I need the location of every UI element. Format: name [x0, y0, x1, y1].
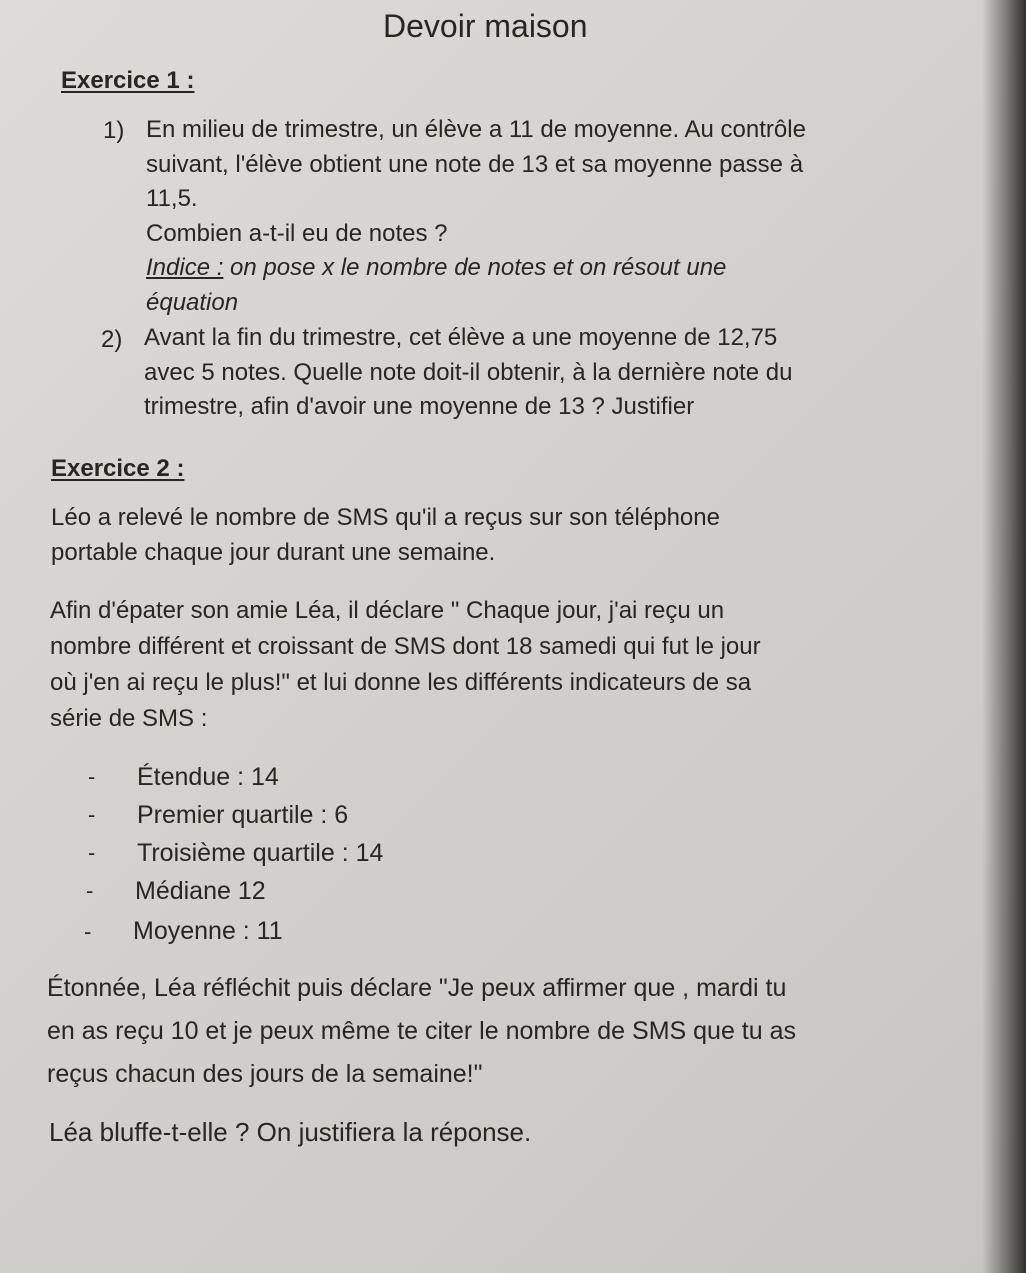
paragraph-line: série de SMS : [50, 705, 208, 732]
paragraph-line: en as reçu 10 et je peux même te citer le nombre de SMS que tu as [47, 1017, 797, 1045]
list-bullet: - [86, 878, 94, 903]
paragraph-line: Étonnée, Léa réfléchit puis déclare "Je peux affirmer que , mardi tu [47, 974, 787, 1002]
paragraph-line: où j'en ai reçu le plus!" et lui donne les différents indicateurs de sa [50, 669, 752, 696]
hint-label: Indice : [146, 254, 224, 281]
paragraph-line: Afin d'épater son amie Léa, il déclare " Chaque jour, j'ai reçu un [50, 597, 725, 624]
exercise-2-heading: Exercice 2 : [51, 455, 185, 482]
exercise-2-paragraph-2 [50, 593, 761, 737]
paragraph-line: reçus chacun des jours de la semaine!" [47, 1060, 483, 1088]
paragraph-line: nombre différent et croissant de SMS dont 18 samedi qui fut le jour [50, 633, 761, 660]
exercise-2-paragraph-3 [47, 967, 796, 1096]
question-2-line: trimestre, afin d'avoir une moyenne de 13 ? Justifier [144, 393, 695, 420]
question-2-line: avec 5 notes. Quelle note doit-il obtenir, à la dernière note du [144, 358, 793, 386]
page-title: Devoir maison [383, 8, 588, 44]
indicator-etendue: Étendue : 14 [137, 763, 279, 791]
question-2-number: 2) [101, 326, 123, 353]
question-1-line: 11,5. [146, 185, 198, 212]
question-1-number: 1) [103, 117, 125, 144]
list-bullet: - [88, 764, 96, 789]
hint-line [146, 251, 806, 286]
indicator-troisieme-quartile: Troisième quartile : 14 [137, 839, 384, 867]
list-bullet: - [84, 919, 92, 944]
hint-text: on pose x le nombre de notes et on résout une [223, 254, 727, 281]
page-edge-shadow [982, 0, 1026, 1273]
question-1-line: suivant, l'élève obtient une note de 13 et sa moyenne passe à [146, 150, 804, 178]
question-2-text [144, 321, 792, 425]
paragraph-line: Léo a relevé le nombre de SMS qu'il a reçus sur son téléphone [51, 504, 720, 531]
list-bullet: - [88, 802, 96, 827]
exercise-2-question: Léa bluffe-t-elle ? On justifiera la réponse. [49, 1117, 532, 1147]
exercise-1-heading: Exercice 1 : [61, 67, 195, 94]
indicator-moyenne: Moyenne : 11 [133, 917, 283, 945]
question-1-text [146, 113, 806, 320]
question-2-line: Avant la fin du trimestre, cet élève a une moyenne de 12,75 [144, 324, 778, 351]
hint-line: équation [146, 288, 239, 316]
question-1-line: En milieu de trimestre, un élève a 11 de moyenne. Au contrôle [146, 116, 806, 143]
indicator-mediane: Médiane 12 [135, 877, 266, 905]
question-1-line: Combien a-t-il eu de notes ? [146, 219, 448, 247]
paragraph-line: portable chaque jour durant une semaine. [51, 538, 496, 566]
indicator-premier-quartile: Premier quartile : 6 [137, 801, 349, 829]
list-bullet: - [88, 840, 96, 865]
exercise-2-paragraph-1 [51, 501, 720, 570]
